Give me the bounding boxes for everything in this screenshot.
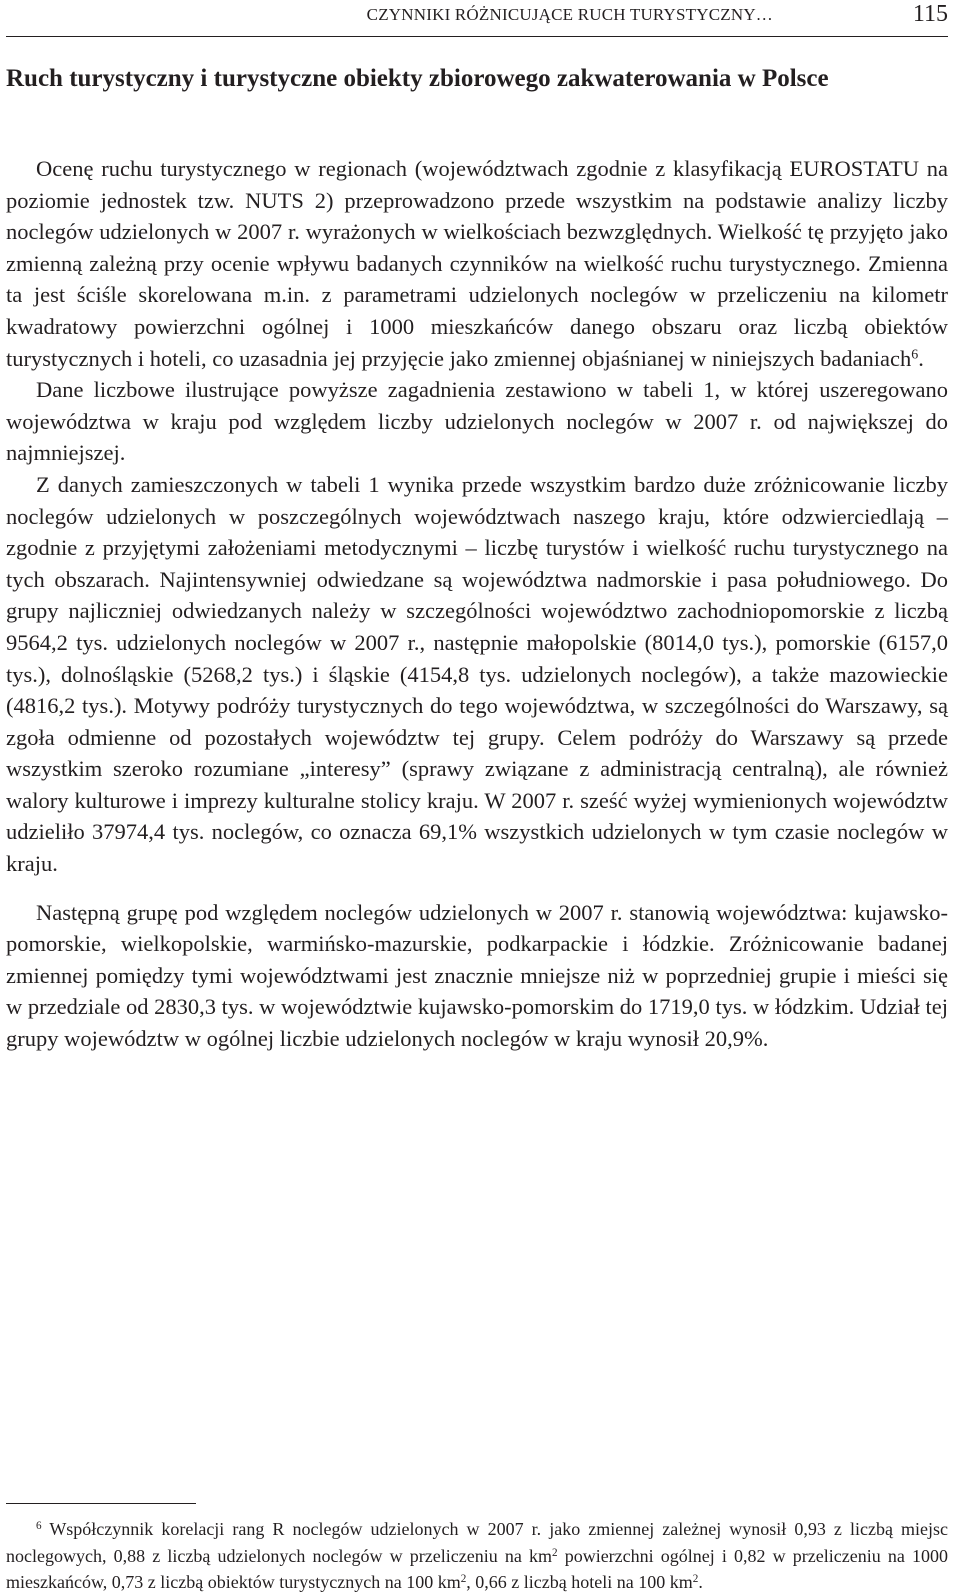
footnote-text: Współczynnik korelacji rang R noclegów udzielonych w 2007 r. jako zmiennej zależnej wynosił 0,93 z liczbą miejsc noclegowych, 0,88 z liczbą udzielonych noclegów w przeliczeniu na km — [6, 1519, 948, 1566]
footnote-superscript: 2 — [692, 1572, 699, 1585]
footnote-superscript: 2 — [460, 1572, 467, 1585]
footnote-reference[interactable]: 6 — [911, 346, 919, 362]
footnote-divider — [6, 1503, 196, 1504]
page-number: 115 — [912, 1, 948, 27]
footnote-superscript: 2 — [551, 1546, 558, 1559]
footnote-text: , 0,66 z liczbą hoteli na 100 km — [466, 1572, 693, 1592]
running-header — [6, 0, 948, 37]
footnote-number: 6 — [36, 1519, 42, 1532]
running-title: CZYNNIKI RÓŻNICUJĄCE RUCH TURYSTYCZNY… — [366, 5, 773, 24]
document-page — [6, 0, 948, 1592]
paragraph-text-end: . — [918, 345, 924, 371]
paragraph-text: Ocenę ruchu turystycznego w regionach (województwach zgodnie z klasyfikacją EUROSTATU na poziomie jednostek tzw. NUTS 2) przeprowadzono przede wszystkim na podstawie analizy liczby noclegów udzielonych w 2007 r. wyrażonych w wielkościach bezwzględnych. Wielkość tę przyjęto jako zmienną zależną przy ocenie wpływu badanych czynników na wielkość ruchu turystycznego. Zmienna ta jest ściśle skorelowana m.in. z parametrami udzielonych noclegów w przeliczeniu na kilometr kwadratowy powierzchni ogólnej i 1000 mieszkańców danego obszaru oraz liczbą obiektów turystycznych i hoteli, co uzasadnia jej przyjęcie jako zmiennej objaśnianej w niniejszych badaniach — [6, 156, 948, 371]
paragraph: Dane liczbowe ilustrujące powyższe zagadnienia zestawiono w tabeli 1, w której uszeregowano województwa w kraju pod względem liczby udzielonych noclegów w 2007 r. od największej do najmniejszej. — [6, 377, 948, 466]
paragraph — [6, 153, 948, 374]
paragraph: Z danych zamieszczonych w tabeli 1 wynika przede wszystkim bardzo duże zróżnicowanie liczby noclegów udzielonych w poszczególnych województwach naszego kraju, które odzwierciedlają – zgodnie z przyjętymi założeniami metodycznymi – liczbę turystów i wielkość ruchu turystycznego na tych obszarach. Najintensywniej odwiedzane są województwa nadmorskie i pasa południowego. Do grupy najliczniej odwiedzanych należy w szczególności województwo zachodniopomorskie z liczbą 9564,2 tys. udzielonych noclegów w 2007 r., następnie małopolskie (8014,0 tys.), pomorskie (6157,0 tys.), dolnośląskie (5268,2 tys.) i śląskie (4154,8 tys. udzielonych noclegów), a także mazowieckie (4816,2 tys.). Motywy podróży turystycznych do tego województwa, w szczególności do Warszawy, są zgoła odmienne od pozostałych województw tej grupy. Celem podróży do Warszawy są przede wszystkim szeroko rozumiane „interesy” (sprawy związane z administracją centralną), ale również walory kulturowe i imprezy kulturalne stolicy kraju. W 2007 r. sześć wyżej wymienionych województw udzieliło 37974,4 tys. noclegów, co oznacza 69,1% wszystkich udzielonych w tym czasie noclegów w kraju. — [6, 471, 948, 877]
footnote — [6, 1516, 948, 1596]
paragraph: Następną grupę pod względem noclegów udzielonych w 2007 r. stanowią województwa: kujawsko-pomorskie, wielkopolskie, warmińsko-mazurskie, podkarpackie i łódzkie. Zróżnicowanie badanej zmiennej pomiędzy tymi województwami jest znacznie mniejsze niż w poprzedniej grupie i mieści się w przedziale od 2830,3 tys. w województwie kujawsko-pomorskim do 1719,0 tys. w łódzkim. Udział tej grupy województw w ogólnej liczbie udzielonych noclegów w kraju wynosił 20,9%. — [6, 899, 948, 1052]
section-title: Ruch turystyczny i turystyczne obiekty zbiorowego zakwaterowania w Polsce — [6, 65, 829, 92]
footnote-text: . — [698, 1572, 703, 1592]
body-text — [6, 153, 948, 1055]
footnote-text: powierzchni ogólnej i 0,82 w przeliczeniu na 1000 mieszkańców, 0,73 z liczbą obiektów turystycznych na 100 km — [6, 1545, 948, 1592]
